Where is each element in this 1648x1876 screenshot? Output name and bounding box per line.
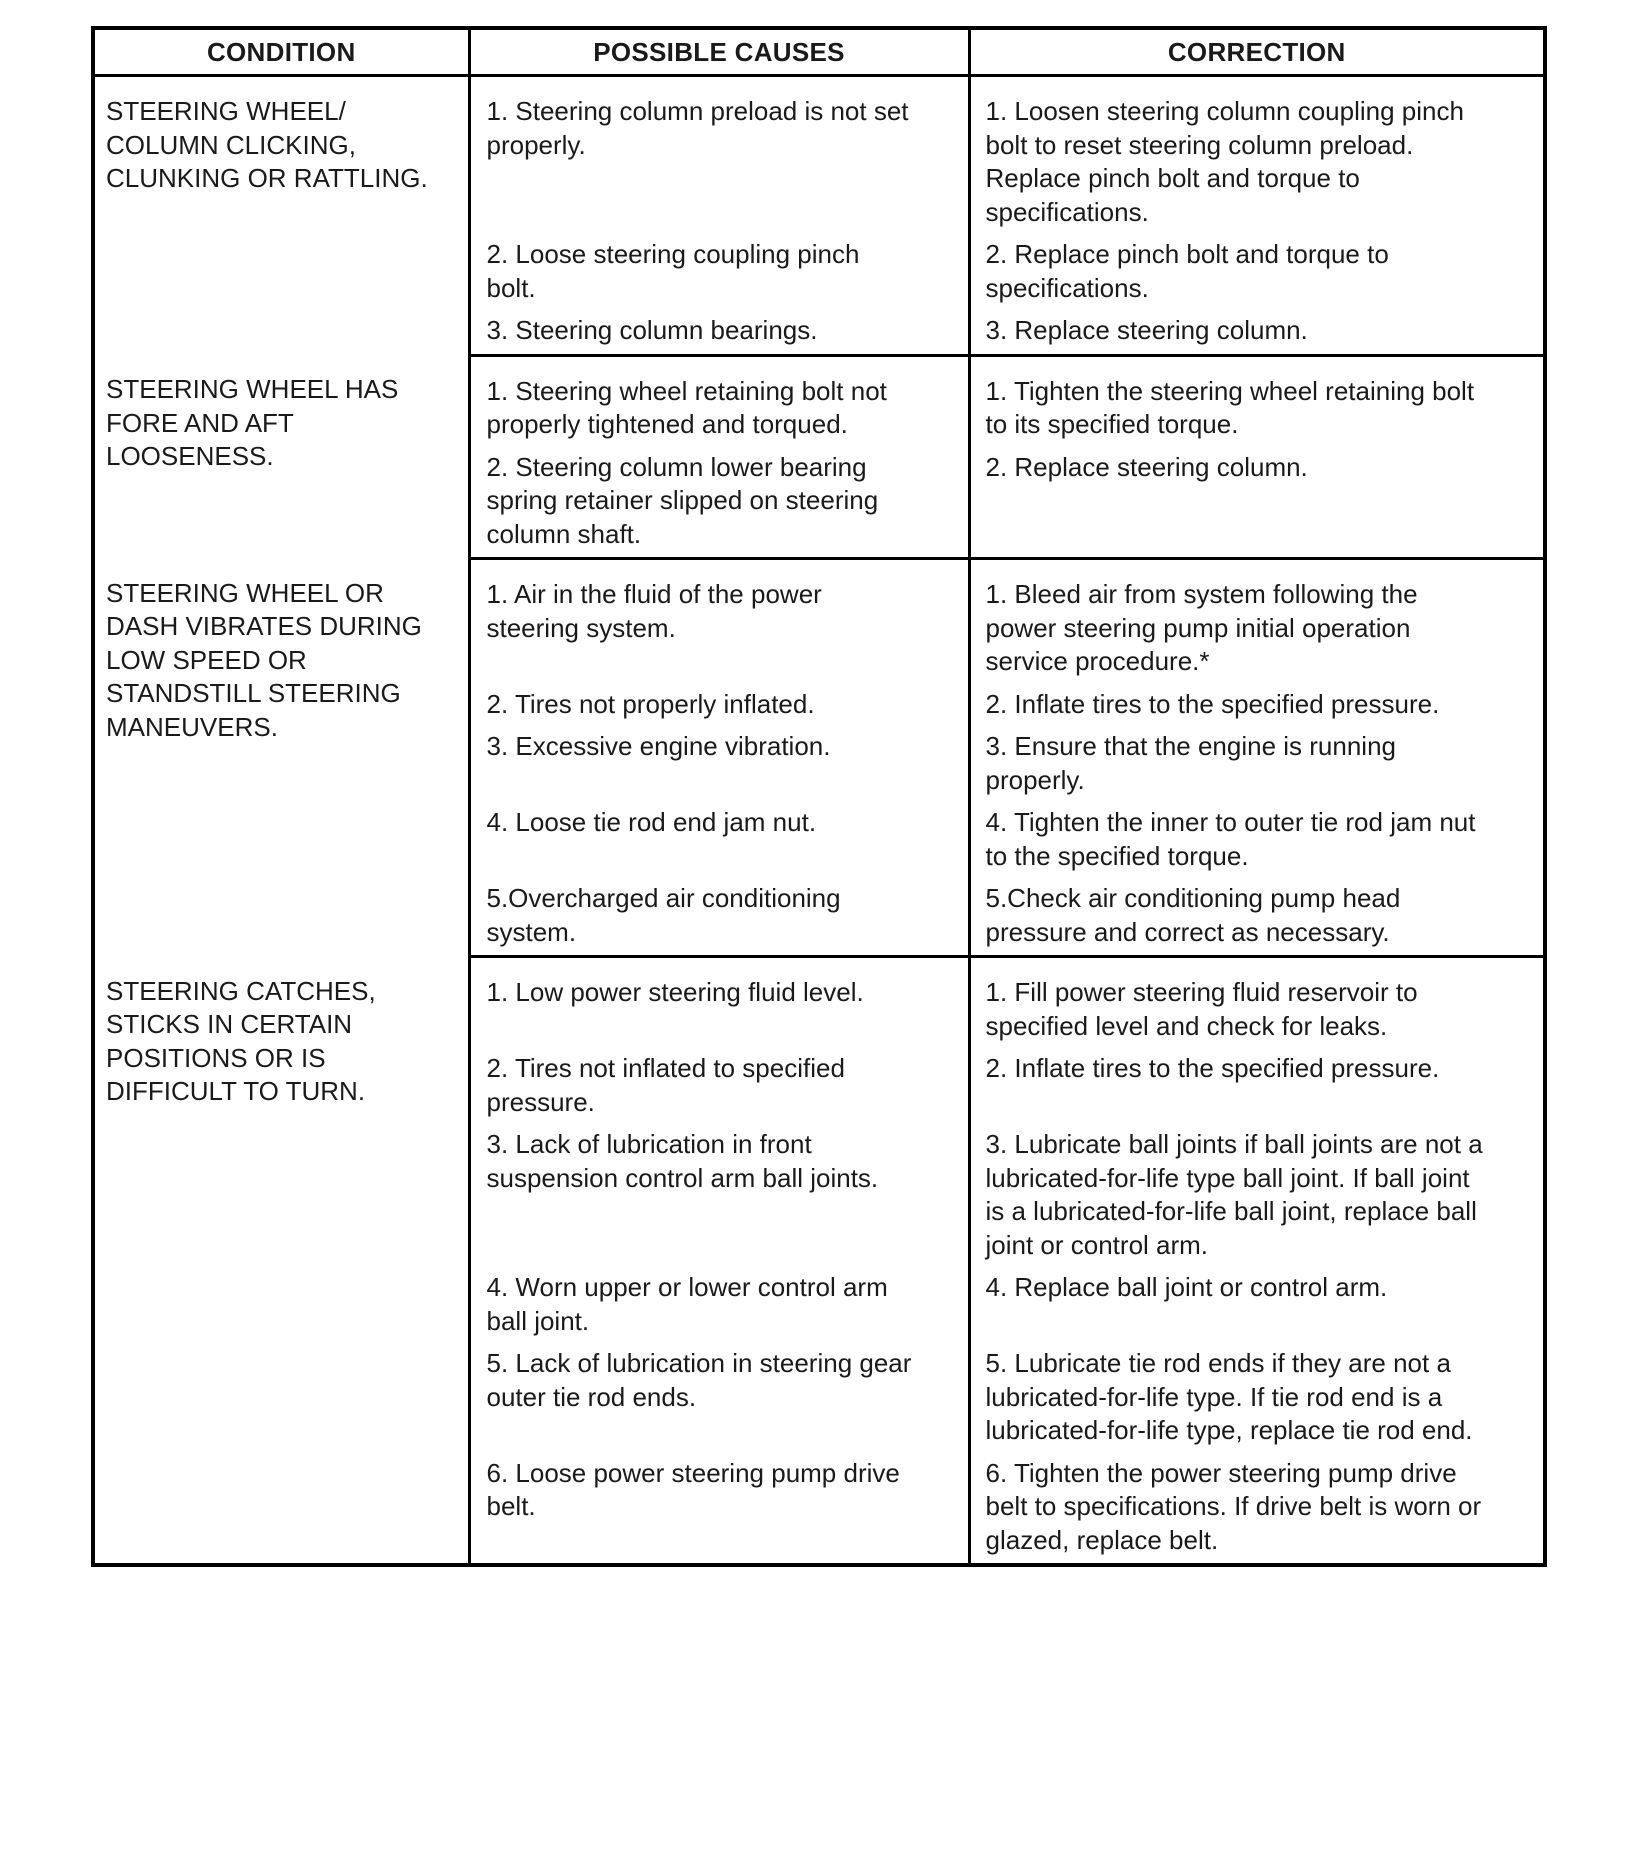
cause-text: 4. Worn upper or lower control arm ball joint. [486, 1272, 888, 1336]
correction-text: 4. Tighten the inner to outer tie rod jam nut to the specified torque. [985, 807, 1476, 871]
table-row [93, 559, 1545, 679]
cause-cell [469, 559, 969, 679]
table-row [93, 355, 1545, 442]
cause-cell [469, 229, 969, 305]
correction-cell [969, 442, 1545, 559]
cause-cell [469, 442, 969, 559]
correction-cell [969, 1338, 1545, 1448]
correction-text: 3. Lubricate ball joints if ball joints are not a lubricated-for-life type ball joint. If ball joint is a lubricated-for-life ball joint, replace ball joint or control arm. [985, 1129, 1483, 1260]
correction-text: 1. Tighten the steering wheel retaining bolt to its specified torque. [985, 375, 1475, 439]
correction-cell [969, 229, 1545, 305]
correction-text: 1. Bleed air from system following the power steering pump initial operation service procedure.* [985, 579, 1418, 676]
cause-cell [469, 355, 969, 442]
correction-text: 2. Replace steering column. [985, 451, 1308, 482]
condition-text: STEERING CATCHES, STICKS IN CERTAIN POSITIONS OR IS DIFFICULT TO TURN. [106, 975, 376, 1106]
condition-text: STEERING WHEEL OR DASH VIBRATES DURING LOW SPEED OR STANDSTILL STEERING MANEUVERS. [106, 577, 422, 742]
cause-text: 1. Steering wheel retaining bolt not properly tightened and torqued. [486, 375, 887, 439]
correction-cell [969, 305, 1545, 355]
correction-text: 1. Loosen steering column coupling pinch bolt to reset steering column preload. Replace pinch bolt and torque to specifications. [985, 96, 1464, 227]
cause-text: 5.Overcharged air conditioning system. [486, 883, 841, 947]
cause-cell [469, 797, 969, 873]
cause-cell [469, 1119, 969, 1262]
table-row [93, 957, 1545, 1044]
correction-text: 5. Lubricate tie rod ends if they are not a lubricated-for-life type. If tie rod end is a lubricated-for-life type, replace tie rod end. [985, 1348, 1473, 1445]
correction-text: 3. Replace steering column. [985, 315, 1308, 345]
cause-text: 2. Steering column lower bearing spring retainer slipped on steering column shaft. [486, 451, 879, 549]
condition-cell [93, 957, 469, 1566]
cause-cell [469, 76, 969, 230]
table-row [93, 76, 1545, 230]
cause-text: 2. Tires not properly inflated. [486, 688, 815, 719]
cause-text: 2. Tires not inflated to specified pressure. [486, 1053, 845, 1117]
correction-text: 1. Fill power steering fluid reservoir to specified level and check for leaks. [985, 977, 1418, 1041]
correction-text: 6. Tighten the power steering pump drive belt to specifications. If drive belt is worn or glazed, replace belt. [985, 1457, 1482, 1555]
correction-text: 2. Inflate tires to the specified pressure. [985, 688, 1440, 719]
cause-cell [469, 305, 969, 355]
cause-text: 1. Air in the fluid of the power steering system. [486, 579, 822, 643]
cause-text: 5. Lack of lubrication in steering gear outer tie rod ends. [486, 1348, 912, 1412]
correction-cell [969, 559, 1545, 679]
cause-cell [469, 1448, 969, 1566]
diagnosis-table [91, 26, 1547, 1567]
cause-text: 3. Steering column bearings. [486, 315, 818, 345]
cause-cell [469, 721, 969, 797]
correction-cell [969, 355, 1545, 442]
cause-text: 1. Steering column preload is not set properly. [486, 96, 909, 160]
correction-text: 5.Check air conditioning pump head pressure and correct as necessary. [985, 883, 1401, 947]
condition-cell [93, 559, 469, 957]
condition-cell [93, 355, 469, 559]
correction-text: 3. Ensure that the engine is running properly. [985, 731, 1397, 795]
correction-cell [969, 1119, 1545, 1262]
correction-cell [969, 721, 1545, 797]
cause-cell [469, 1043, 969, 1119]
cause-cell [469, 873, 969, 957]
cause-text: 2. Loose steering coupling pinch bolt. [486, 239, 860, 303]
correction-text: 2. Inflate tires to the specified pressure. [985, 1053, 1440, 1083]
cause-cell [469, 1262, 969, 1338]
header-row [93, 28, 1545, 76]
cause-cell [469, 679, 969, 722]
header-condition: CONDITION [93, 28, 469, 76]
header-correction: CORRECTION [969, 28, 1545, 76]
condition-text: STEERING WHEEL/ COLUMN CLICKING, CLUNKING OR RATTLING. [106, 96, 428, 193]
correction-cell [969, 1043, 1545, 1119]
correction-cell [969, 957, 1545, 1044]
correction-cell [969, 797, 1545, 873]
correction-cell [969, 679, 1545, 722]
header-possible-causes: POSSIBLE CAUSES [469, 28, 969, 76]
condition-cell [93, 76, 469, 356]
correction-text: 2. Replace pinch bolt and torque to specifications. [985, 239, 1389, 303]
cause-text: 3. Excessive engine vibration. [486, 731, 831, 761]
correction-cell [969, 1262, 1545, 1338]
condition-text: STEERING WHEEL HAS FORE AND AFT LOOSENESS. [106, 374, 399, 471]
cause-text: 4. Loose tie rod end jam nut. [486, 807, 817, 837]
cause-text: 3. Lack of lubrication in front suspension control arm ball joints. [486, 1129, 879, 1193]
correction-cell [969, 1448, 1545, 1566]
correction-text: 4. Replace ball joint or control arm. [985, 1272, 1388, 1302]
correction-cell [969, 76, 1545, 230]
cause-cell [469, 1338, 969, 1448]
cause-text: 1. Low power steering fluid level. [486, 977, 864, 1007]
correction-cell [969, 873, 1545, 957]
cause-text: 6. Loose power steering pump drive belt. [486, 1457, 900, 1521]
cause-cell [469, 957, 969, 1044]
